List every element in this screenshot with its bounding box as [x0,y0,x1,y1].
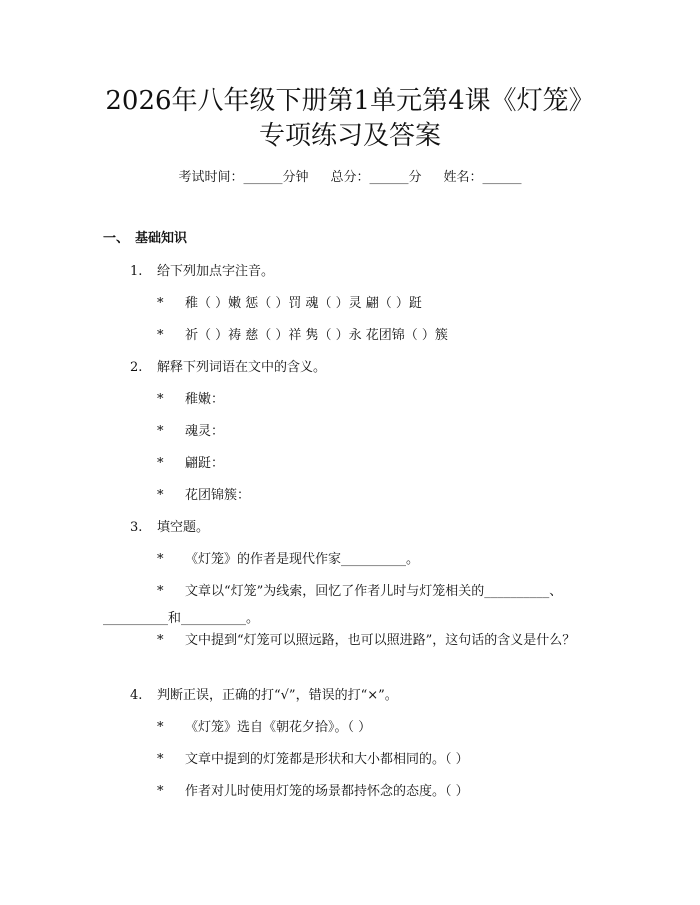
bullet-marker: * [157,328,164,343]
list-item [157,294,422,314]
question-text: 给下列加点字注音。 [157,264,275,279]
item-text: 《灯笼》的作者是现代作家__________。 [185,552,420,567]
exam-meta [0,168,700,188]
document-title-line2: 专项练习及答案 [258,121,441,151]
list-item [157,750,469,770]
question-number: 2. [130,360,143,375]
item-text: 翩跹： [185,456,225,471]
bullet-marker: * [157,633,164,648]
student-name: 姓名：______ [443,170,522,185]
section-number: 一、 [103,231,130,246]
list-item [157,454,224,474]
list-item [157,326,448,346]
list-item [103,578,593,632]
question-number: 4. [130,688,143,703]
bullet-marker: * [157,392,164,407]
item-text: 作者对儿时使用灯笼的场景都持怀念的态度。（ ） [185,784,469,799]
item-text: 文中提到“灯笼可以照远路，也可以照进路”，这句话的含义是什么？ [185,633,576,648]
question-text: 填空题。 [157,520,210,535]
exam-time: 考试时间：______分钟 [178,170,309,185]
list-item [157,550,419,570]
section-heading [103,229,187,249]
list-item [157,390,224,410]
bullet-marker: * [157,456,164,471]
question-number: 3. [130,520,143,535]
list-item [103,627,593,654]
list-item [157,486,250,506]
item-text: 文章中提到的灯笼都是形状和大小都相同的。（ ） [185,752,469,767]
bullet-marker: * [157,552,164,567]
bullet-marker: * [157,584,164,599]
item-text: 稚（ ）嫩 惩（ ）罚 魂（ ）灵 翩（ ）跹 [185,296,422,311]
item-text: 花团锦簇： [185,488,251,503]
item-text: 文章以“灯笼”为线索，回忆了作者儿时与灯笼相关的__________、__________和__________。 [103,584,563,626]
item-text: 《灯笼》选自《朝花夕拾》。（ ） [185,720,372,735]
total-score: 总分：______分 [330,170,422,185]
question-text: 解释下列词语在文中的含义。 [157,360,327,375]
question-text: 判断正误，正确的打“√”，错误的打“×”。 [157,688,398,703]
item-text: 祈（ ）祷 慈（ ）祥 隽（ ）永 花团锦（ ）簇 [185,328,448,343]
bullet-marker: * [157,424,164,439]
bullet-marker: * [157,488,164,503]
list-item [157,782,469,802]
list-item [157,422,224,442]
question-number: 1. [130,264,143,279]
item-text: 魂灵： [185,424,225,439]
document-title-line1: 2026年八年级下册第1单元第4课《灯笼》 [105,86,595,116]
question-1 [130,262,274,282]
bullet-marker: * [157,720,164,735]
item-text: 稚嫩： [185,392,225,407]
bullet-marker: * [157,752,164,767]
bullet-marker: * [157,784,164,799]
question-2 [130,358,326,378]
section-title: 基础知识 [135,231,188,246]
question-3 [130,518,209,538]
question-4 [130,686,398,706]
bullet-marker: * [157,296,164,311]
list-item [157,718,371,738]
